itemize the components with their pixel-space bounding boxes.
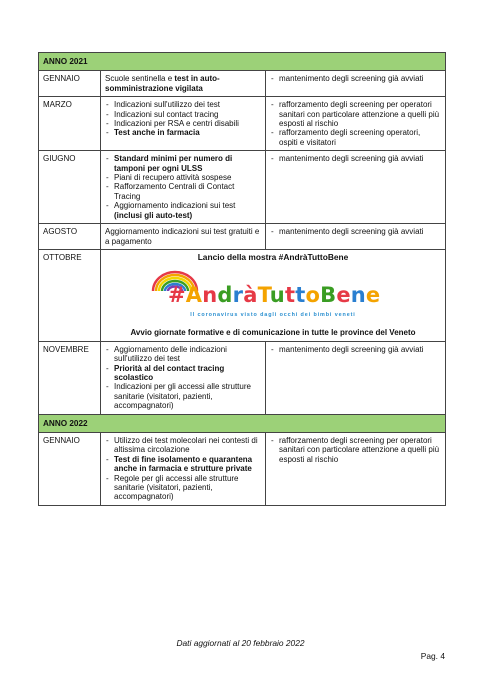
footer-note: Dati aggiornati al 20 febbraio 2022	[176, 638, 305, 648]
list-item	[270, 436, 441, 464]
logo-letter: #	[168, 283, 186, 308]
list-item	[105, 474, 261, 502]
screening-list	[270, 227, 441, 236]
list-item	[105, 382, 261, 410]
year-label: ANNO 2021	[39, 53, 446, 71]
year-row	[39, 414, 446, 432]
list-item-text: mantenimento degli screening già avviati	[279, 344, 424, 354]
logo-letter: e	[336, 283, 351, 308]
screening-cell	[266, 97, 446, 151]
actions-list	[105, 154, 261, 220]
andra-tutto-bene-logo	[148, 268, 398, 324]
list-item-text: mantenimento degli screening già avviati	[279, 74, 424, 84]
list-item-text: rafforzamento degli screening operatori, ospiti e visitatori	[279, 128, 421, 147]
logo-letter: t	[284, 283, 296, 308]
list-item-text: Piani di recupero attività sospese	[114, 173, 232, 183]
screening-list	[270, 345, 441, 354]
screening-list	[270, 436, 441, 464]
logo-letter: o	[305, 283, 321, 308]
screening-cell	[266, 432, 446, 505]
logo-letter: B	[320, 283, 337, 308]
month-row	[39, 71, 446, 97]
list-item-text: rafforzamento degli screening per operatori sanitari con particolare attenzione a quelli più esposti al rischio	[279, 435, 440, 464]
list-item-text: Indicazioni sull'utilizzo dei test	[114, 100, 221, 110]
list-item	[105, 173, 261, 182]
list-item	[105, 345, 261, 364]
month-row	[39, 224, 446, 250]
actions-cell	[101, 224, 266, 250]
screening-cell	[266, 151, 446, 224]
month-label: OTTOBRE	[39, 249, 101, 341]
logo-letter: n	[350, 283, 366, 308]
list-item-text: Indicazioni sul contact tracing	[114, 109, 219, 119]
list-item	[270, 227, 441, 236]
screening-cell	[266, 224, 446, 250]
list-item	[270, 74, 441, 83]
year-row	[39, 53, 446, 71]
list-item-extra: (inclusi gli auto-test)	[114, 210, 193, 220]
logo-letter: u	[269, 283, 285, 308]
logo-wordmark	[168, 282, 380, 308]
screening-cell	[266, 71, 446, 97]
actions-list	[105, 100, 261, 138]
month-label: GENNAIO	[39, 71, 101, 97]
list-item-text: rafforzamento degli screening per operatori sanitari con particolare attenzione a quelli più esposti al rischio	[279, 100, 440, 129]
logo-letter: T	[257, 283, 270, 308]
list-item-text: Regole per gli accessi alle strutture sanitarie (visitatori, pazienti, accompagnatori)	[114, 473, 239, 502]
screening-list	[270, 74, 441, 83]
list-item	[270, 345, 441, 354]
screening-cell	[266, 341, 446, 414]
list-item-text: mantenimento degli screening già avviati	[279, 154, 424, 164]
list-item	[105, 128, 261, 137]
actions-cell	[101, 432, 266, 505]
month-row	[39, 97, 446, 151]
month-row	[39, 341, 446, 414]
list-item	[105, 182, 261, 201]
list-item-text: Aggiornamento indicazioni sui test	[114, 201, 236, 211]
list-item-text: Rafforzamento Centrali di Contact Tracing	[114, 182, 235, 201]
logo-letter: n	[202, 283, 218, 308]
list-item-text: Test anche in farmacia	[114, 128, 200, 138]
list-item-text: Indicazioni per gli accessi alle strutture sanitarie (visitatori, pazienti, accompagnatori)	[114, 382, 251, 411]
actions-cell	[101, 151, 266, 224]
list-item-text: Aggiornamento delle indicazioni sull'utilizzo dei test	[114, 344, 227, 364]
month-row	[39, 249, 446, 341]
screening-list	[270, 154, 441, 163]
list-item	[270, 100, 441, 128]
list-item-text: Priorità al del contact tracing scolastico	[114, 363, 225, 382]
list-item-text: Test di fine isolamento e quarantena anche in farmacia e strutture private	[114, 454, 253, 474]
month-label: GENNAIO	[39, 432, 101, 505]
list-item	[105, 364, 261, 383]
list-item	[105, 455, 261, 474]
month-label: MARZO	[39, 97, 101, 151]
list-item	[105, 100, 261, 109]
month-label: AGOSTO	[39, 224, 101, 250]
list-item-text: Indicazioni per RSA e centri disabili	[114, 119, 239, 129]
year-label: ANNO 2022	[39, 414, 446, 432]
actions-text: Scuole sentinella e	[105, 74, 175, 84]
actions-cell	[101, 71, 266, 97]
list-item	[270, 128, 441, 147]
list-item	[105, 119, 261, 128]
actions-text: test in auto-somministrazione vigilata	[105, 74, 220, 93]
exhibition-subtitle: Avvio giornate formative e di comunicazione in tutte le province del Veneto	[130, 328, 416, 338]
month-label: NOVEMBRE	[39, 341, 101, 414]
list-item-text: Utilizzo dei test molecolari nei contesti di altissima circolazione	[114, 435, 258, 455]
logo-letter: à	[243, 283, 258, 308]
month-row	[39, 151, 446, 224]
list-item	[105, 436, 261, 455]
page-number: Pag. 4	[420, 651, 445, 661]
screening-list	[270, 100, 441, 147]
timeline-table	[38, 52, 446, 506]
list-item	[105, 110, 261, 119]
logo-letter: t	[295, 283, 306, 308]
month-label: GIUGNO	[39, 151, 101, 224]
month-row	[39, 432, 446, 505]
actions-list	[105, 345, 261, 411]
actions-text: Aggiornamento indicazioni sui test gratuiti e a pagamento	[105, 227, 260, 246]
exhibition-title: Lancio della mostra #AndràTuttoBene	[197, 251, 349, 262]
list-item-text: mantenimento degli screening già avviati	[279, 227, 424, 237]
list-item	[105, 201, 261, 220]
actions-cell	[101, 341, 266, 414]
logo-letter: d	[217, 283, 233, 308]
logo-tagline: Il coronavirus visto dagli occhi dei bimbi veneti	[190, 312, 356, 319]
actions-list	[105, 436, 261, 502]
logo-letter: r	[232, 283, 244, 308]
list-item	[105, 154, 261, 173]
list-item	[270, 154, 441, 163]
actions-cell	[101, 97, 266, 151]
list-item-text: Standard minimi per numero di tamponi per ogni ULSS	[114, 154, 233, 173]
logo-letter: e	[365, 283, 381, 308]
logo-letter: A	[185, 283, 203, 308]
exhibition-cell	[101, 249, 446, 341]
